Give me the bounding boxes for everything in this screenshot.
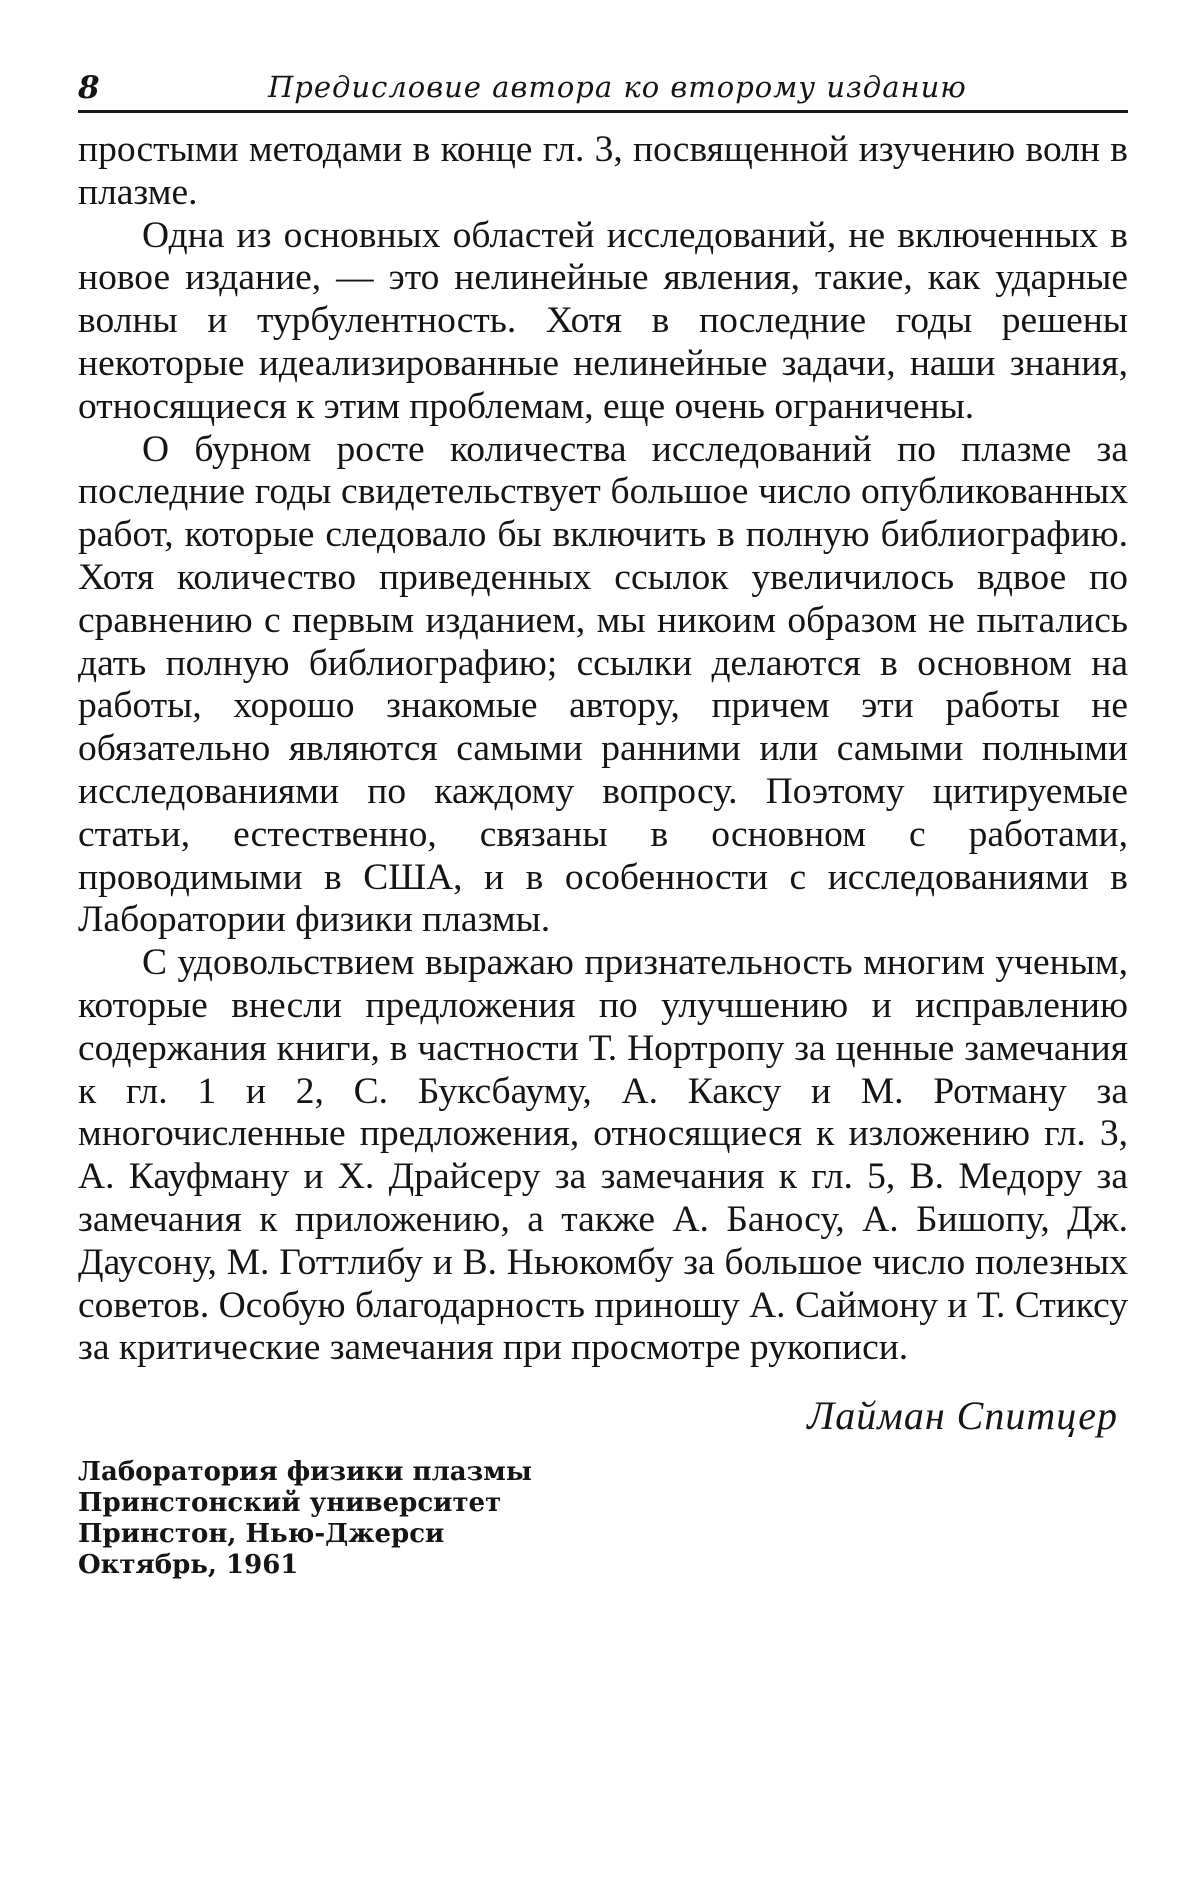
book-page: [78, 62, 1128, 1581]
address-line-university: Принстонский университет: [78, 1488, 502, 1519]
author-signature: Лайман Спитцер: [807, 1393, 1118, 1439]
running-title: Предисловие автора ко второму изданию: [268, 70, 967, 104]
address-line-city: Принстон, Нью-Джерси: [78, 1519, 445, 1550]
address-line-laboratory: Лаборатория физики плазмы: [78, 1457, 532, 1488]
paragraph-acknowledgements: С удовольствием выражаю признательность многим ученым, которые внесли предложения по улучшению и исправлению содержания книги, в частности Т. Нортропу за ценные замечания к гл. 1 и 2, С. Буксбауму, А. Каксу и М. Ротману за многочисленные предложения, относящиеся к изложению гл. 3, А. Кауфману и X. Драйсеру за замечания к гл. 5, В. Медору за замечания к приложению, а также А. Баносу, А. Бишопу, Дж. Даусону, М. Готтлибу и В. Ньюкомбу за большое число полезных советов. Особую благодарность приношу А. Саймону и Т. Стиксу за критические замечания при просмотре рукописи.: [78, 942, 1128, 1369]
address-line-date: Октябрь, 1961: [78, 1550, 299, 1581]
paragraph-nonlinear-phenomena: Одна из основных областей исследований, не включенных в новое издание, — это нелинейные явления, такие, как ударные волны и турбулентность. Хотя в последние годы решены некоторые идеализированные нелинейные задачи, наши знания, относящиеся к этим проблемам, еще очень ограничены.: [78, 214, 1128, 427]
paragraph-bibliography: О бурном росте количества исследований по плазме за последние годы свидетельствует большое число опубликованных работ, которые следовало бы включить в полную библиографию. Хотя количество приведенных ссылок увеличилось вдвое по сравнению с первым изданием, мы никоим образом не пытались дать полную библиографию; ссылки делаются в основном на работы, хорошо знакомые автору, причем эти работы не обязательно являются самыми ранними или самыми полными исследованиями по каждому вопросу. Поэтому цитируемые статьи, естественно, связаны в основном с работами, проводимыми в США, и в особенности с исследованиями в Лаборатории физики плазмы.: [78, 428, 1128, 941]
preface-body: [78, 129, 1128, 1370]
address-block: [78, 1457, 1128, 1581]
page-number: 8: [78, 70, 100, 106]
paragraph-continuation: простыми методами в конце гл. 3, посвященной изучению волн в плазме.: [78, 129, 1128, 213]
page-header: [78, 62, 1128, 113]
